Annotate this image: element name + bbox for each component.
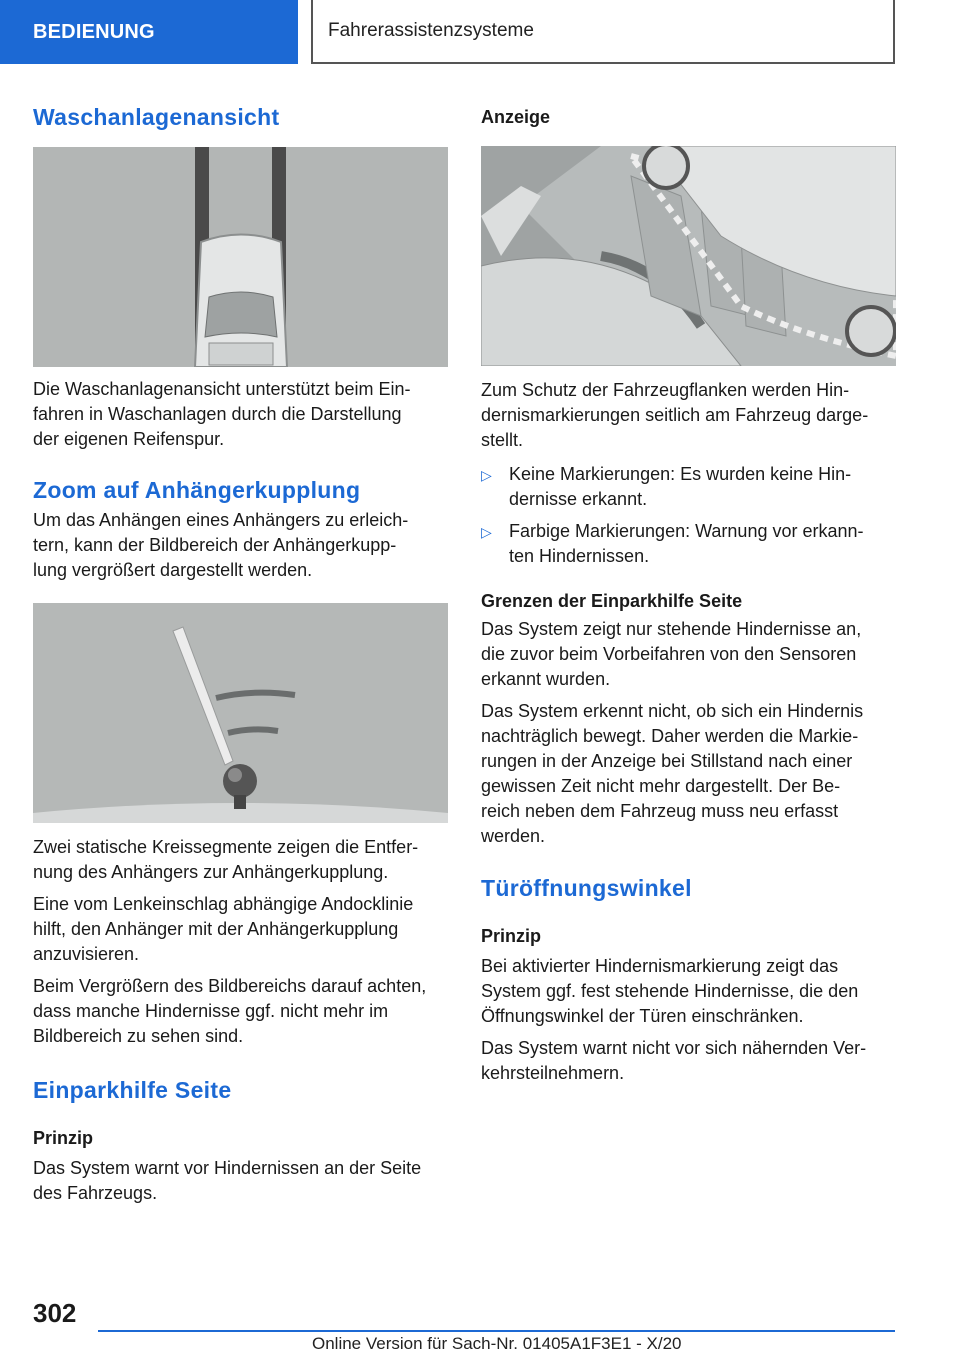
side-park-principle-text: Das System warnt vor Hindernissen an der Seite des Fahrzeugs. (33, 1158, 422, 1203)
chapter-label: BEDIENUNG (33, 20, 155, 43)
list-item: ▷ Keine Markierungen: Es wurden keine Hin- dernisse erkannt. (481, 464, 852, 509)
bullet-triangle-icon: ▷ (481, 467, 492, 483)
right-column (481, 98, 896, 1086)
side-park-display-illustration (481, 146, 896, 366)
footer-divider (98, 1330, 895, 1332)
side-park-heading: Einparkhilfe Seite (33, 1077, 232, 1103)
chapter-tab (0, 0, 298, 64)
marker-bullet-list (481, 462, 896, 569)
side-park-principle-heading: Prinzip (33, 1128, 94, 1148)
list-item: ▷ Farbige Markierungen: Warnung vor erkann- ten Hindernissen. (481, 521, 864, 566)
limits-text-2: Das System erkennt nicht, ob sich ein Hindernis nachträglich bewegt. Daher werden die Markie- rungen in der Anzeige bei Stillstand nach einer gewissen Zeit nicht mehr dargestellt. Der Be- reich neben dem Fahrzeug muss neu erfasst werden. (481, 701, 864, 846)
hitch-zoom-text-1: Zwei statische Kreissegmente zeigen die Entfer- nung des Anhängers zur Anhängerkupplung. (33, 837, 419, 882)
limits-text-1: Das System zeigt nur stehende Hindernisse an, die zuvor beim Vorbeifahren von den Sensoren erkannt wurden. (481, 619, 862, 689)
display-text: Zum Schutz der Fahrzeugflanken werden Hin- dernismarkierungen seitlich am Fahrzeug darge- stellt. (481, 380, 869, 450)
display-heading: Anzeige (481, 107, 551, 127)
door-angle-text-2: Das System warnt nicht vor sich nähernden Ver- kehrsteilnehmern. (481, 1038, 867, 1083)
door-angle-heading: Türöffnungswinkel (481, 875, 692, 901)
section-header (311, 0, 895, 64)
wash-view-figure (33, 147, 448, 367)
door-angle-text-1: Bei aktivierter Hindernismarkierung zeigt das System ggf. fest stehende Hindernisse, die den Öffnungswinkel der Türen einschränken. (481, 956, 859, 1026)
hitch-zoom-text-3: Beim Vergrößern des Bildbereichs darauf achten, dass manche Hindernisse ggf. nicht mehr im Bildbereich zu sehen sind. (33, 976, 427, 1046)
footer-text: Online Version für Sach-Nr. 01405A1F3E1 - X/20 (312, 1334, 682, 1353)
bullet-triangle-icon: ▷ (481, 524, 492, 540)
door-angle-principle-heading: Prinzip (481, 926, 542, 946)
hitch-zoom-illustration (33, 603, 448, 823)
hitch-zoom-heading: Zoom auf Anhängerkupplung (33, 477, 361, 503)
wash-view-illustration (33, 147, 448, 367)
hitch-zoom-figure (33, 603, 448, 823)
side-park-display-figure (481, 146, 896, 366)
section-label: Fahrerassistenzsysteme (328, 20, 534, 41)
page-number: 302 (33, 1298, 77, 1328)
hitch-zoom-intro: Um das Anhängen eines Anhängers zu erleich- tern, kann der Bildbereich der Anhängerkupp- lung vergrößert dargestellt werden. (33, 510, 409, 580)
hitch-zoom-text-2: Eine vom Lenkeinschlag abhängige Andocklinie hilft, den Anhänger mit der Anhängerkupplung anzuvisieren. (33, 894, 414, 964)
wash-view-heading: Waschanlagenansicht (33, 104, 280, 130)
left-column (33, 98, 449, 1206)
wash-view-text: Die Waschanlagenansicht unterstützt beim Ein- fahren in Waschanlagen durch die Darstellung der eigenen Reifenspur. (33, 379, 411, 449)
limits-heading: Grenzen der Einparkhilfe Seite (481, 591, 743, 611)
